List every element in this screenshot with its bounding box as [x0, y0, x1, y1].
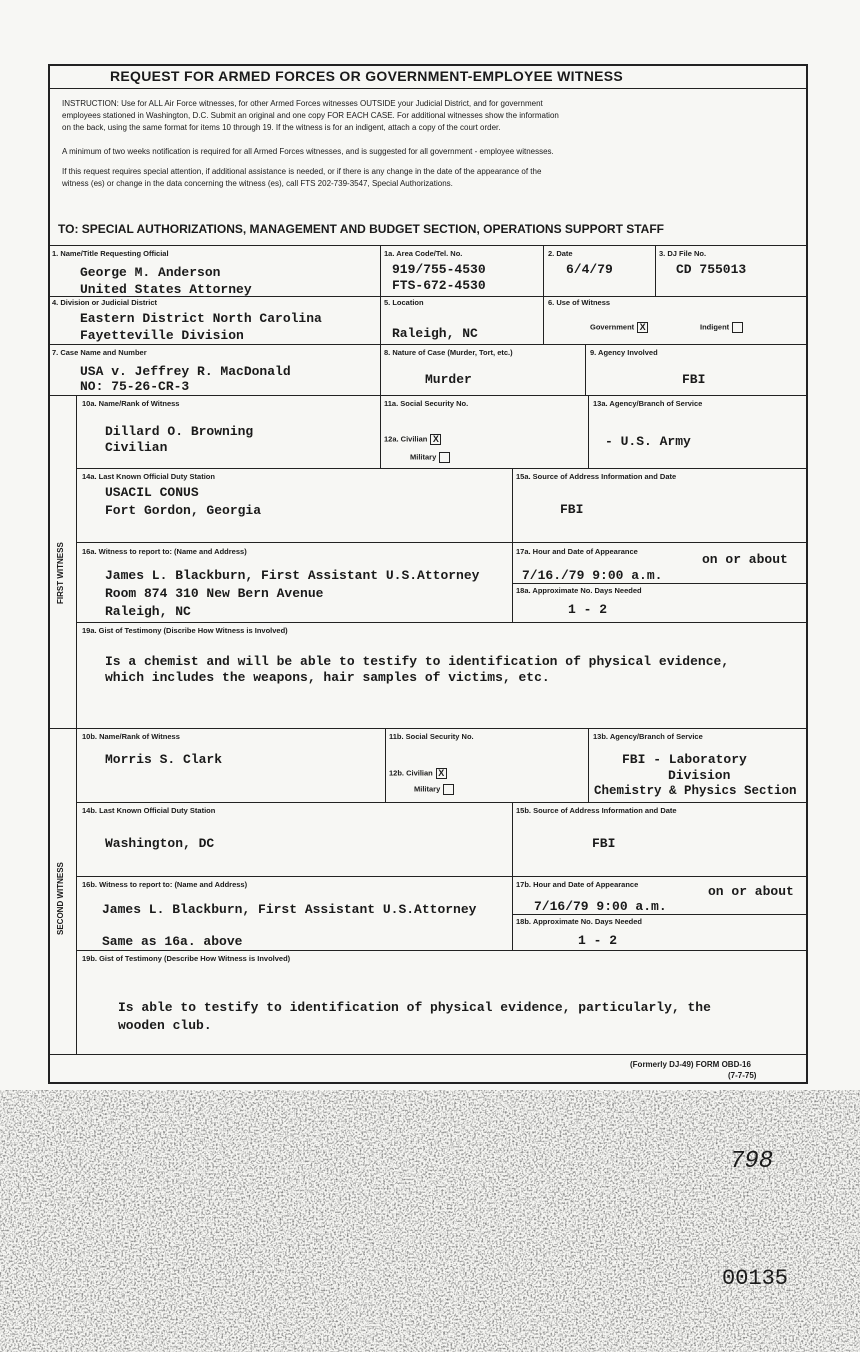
w2-branch-3: Chemistry & Physics Section	[594, 784, 797, 798]
w1-name: Dillard O. Browning	[105, 424, 254, 439]
divider	[76, 728, 77, 1054]
label-w1-report-to: 16a. Witness to report to: (Name and Address)	[82, 547, 247, 556]
label-agency: 9. Agency Involved	[590, 348, 658, 357]
case-number: NO: 75-26-CR-3	[80, 379, 190, 394]
first-witness-side-label: FIRST WITNESS	[56, 542, 65, 604]
label-dj-file: 3. DJ File No.	[659, 249, 707, 258]
divider	[76, 468, 808, 469]
use-government: Government X	[590, 322, 648, 333]
photocopy-noise	[0, 1090, 860, 1352]
w1-days: 1 - 2	[568, 602, 608, 617]
phone-number: 919/755-4530	[392, 262, 486, 277]
w1-report-to-2: Room 874 310 New Bern Avenue	[105, 586, 324, 601]
instruction-line: INSTRUCTION: Use for ALL Air Force witnesses, for other Armed Forces witnesses OUTSIDE your Judicial District, and for government	[62, 99, 543, 108]
case-name: USA v. Jeffrey R. MacDonald	[80, 364, 291, 379]
location: Raleigh, NC	[392, 326, 478, 341]
form-revision-date: (7-7-75)	[728, 1071, 757, 1080]
label-w2-days: 18b. Approximate No. Days Needed	[516, 917, 643, 926]
form-title: REQUEST FOR ARMED FORCES OR GOVERNMENT-EMPLOYEE WITNESS	[110, 68, 624, 84]
label-location: 5. Location	[384, 298, 424, 307]
instruction-line: witness (es) or change in the data concerning the witness (es), call FTS 202-739-3547, Special Authorizations.	[62, 179, 453, 188]
divider	[48, 395, 808, 396]
label-w1-name: 10a. Name/Rank of Witness	[82, 399, 180, 408]
label-w2-ssn: 11b. Social Security No.	[389, 732, 474, 741]
label-division: 4. Division or Judicial District	[52, 298, 158, 307]
label-w2-gist: 19b. Gist of Testimony (Describe How Witness is Involved)	[82, 954, 291, 963]
w2-appearance-note: on or about	[708, 884, 794, 899]
fts-number: FTS-672-4530	[392, 278, 486, 293]
w2-branch-1: FBI - Laboratory	[622, 752, 747, 767]
divider	[76, 950, 808, 951]
w2-civilian-checkbox[interactable]: X	[436, 768, 447, 779]
w2-gist-2: wooden club.	[118, 1018, 212, 1033]
w1-civilian: 12a. Civilian X	[384, 434, 441, 445]
label-w2-appearance: 17b. Hour and Date of Appearance	[516, 880, 639, 889]
label-w1-branch: 13a. Agency/Branch of Service	[593, 399, 703, 408]
form-number: (Formerly DJ-49) FORM OBD-16	[630, 1060, 751, 1069]
second-witness-side-label: SECOND WITNESS	[56, 862, 65, 935]
w1-gist-2: which includes the weapons, hair samples of victims, etc.	[105, 670, 550, 685]
divider	[512, 468, 513, 622]
w2-branch-2: Division	[668, 768, 731, 783]
w1-gist-1: Is a chemist and will be able to testify to identification of physical evidence,	[105, 654, 730, 669]
divider	[385, 728, 386, 802]
divider	[76, 802, 808, 803]
w1-report-to-1: James L. Blackburn, First Assistant U.S.Attorney	[105, 568, 480, 583]
division: Fayetteville Division	[80, 328, 244, 343]
w1-station-2: Fort Gordon, Georgia	[105, 503, 262, 518]
label-w1-appearance: 17a. Hour and Date of Appearance	[516, 547, 638, 556]
divider	[588, 395, 589, 468]
w1-station-1: USACIL CONUS	[105, 485, 199, 500]
w1-military-checkbox[interactable]	[439, 452, 450, 463]
divider	[512, 914, 808, 915]
divider	[48, 88, 808, 89]
label-w1-days: 18a. Approximate No. Days Needed	[516, 586, 642, 595]
w1-appearance: 7/16./79 9:00 a.m.	[522, 568, 663, 583]
label-w2-station: 14b. Last Known Official Duty Station	[82, 806, 216, 815]
divider	[655, 245, 656, 296]
divider	[380, 395, 381, 468]
w1-source: FBI	[560, 502, 584, 517]
handwritten-page-number: 798	[730, 1148, 774, 1175]
indigent-checkbox[interactable]	[732, 322, 743, 333]
instruction-line: A minimum of two weeks notification is required for all Armed Forces witnesses, and is suggested for all government - employee witnesses.	[62, 147, 554, 156]
label-w1-ssn: 11a. Social Security No.	[384, 399, 469, 408]
divider	[76, 876, 808, 877]
w2-report-to-1: James L. Blackburn, First Assistant U.S.Attorney	[102, 902, 477, 917]
divider	[76, 622, 808, 623]
divider	[543, 245, 544, 345]
label-w2-source: 15b. Source of Address Information and Date	[516, 806, 677, 815]
label-requesting-official: 1. Name/Title Requesting Official	[52, 249, 169, 258]
divider	[48, 245, 808, 246]
district: Eastern District North Carolina	[80, 311, 322, 326]
w2-days: 1 - 2	[578, 933, 618, 948]
w2-civilian: 12b. Civilian X	[389, 768, 447, 779]
w2-station: Washington, DC	[105, 836, 215, 851]
label-phone: 1a. Area Code/Tel. No.	[384, 249, 463, 258]
bates-stamp: 00135	[722, 1266, 789, 1291]
w2-military-checkbox[interactable]	[443, 784, 454, 795]
label-case: 7. Case Name and Number	[52, 348, 147, 357]
dj-file-number: CD 755013	[676, 262, 747, 277]
w1-appearance-note: on or about	[702, 552, 788, 567]
w1-civilian-checkbox[interactable]: X	[430, 434, 441, 445]
w2-report-to-2: Same as 16a. above	[102, 934, 243, 949]
divider	[588, 728, 589, 802]
requesting-official-title: United States Attorney	[80, 282, 252, 297]
label-w1-gist: 19a. Gist of Testimony (Discribe How Witness is Involved)	[82, 626, 288, 635]
instruction-line: If this request requires special attention, if additional assistance is needed, or if there is any change in the date of the appearance of the	[62, 167, 542, 176]
divider	[48, 344, 808, 345]
agency: FBI	[682, 372, 706, 387]
government-checkbox[interactable]: X	[637, 322, 648, 333]
label-use-of-witness: 6. Use of Witness	[548, 298, 611, 307]
to-line: TO: SPECIAL AUTHORIZATIONS, MANAGEMENT AND BUDGET SECTION, OPERATIONS SUPPORT STAFF	[58, 222, 665, 236]
divider	[76, 542, 808, 543]
w2-name: Morris S. Clark	[105, 752, 223, 767]
w1-branch: - U.S. Army	[605, 434, 691, 449]
w1-rank: Civilian	[105, 440, 168, 455]
divider	[512, 583, 808, 584]
instruction-line: employees stationed in Washington, D.C. Submit an original and one copy FOR EACH CASE. For additional witnesses show the information	[62, 111, 559, 120]
w1-military: Military	[410, 452, 450, 463]
use-indigent: Indigent	[700, 322, 743, 333]
label-date: 2. Date	[548, 249, 573, 258]
request-date: 6/4/79	[566, 262, 613, 277]
divider	[76, 395, 77, 728]
label-w1-source: 15a. Source of Address Information and Date	[516, 472, 677, 481]
requesting-official-name: George M. Anderson	[80, 265, 221, 280]
label-nature-of-case: 8. Nature of Case (Murder, Tort, etc.)	[384, 348, 513, 357]
w2-gist-1: Is able to testify to identification of physical evidence, particularly, the	[118, 1000, 711, 1015]
w2-appearance: 7/16/79 9:00 a.m.	[534, 899, 667, 914]
instruction-line: on the back, using the same format for items 10 through 19. If the witness is for an indigent, attach a copy of the court order.	[62, 123, 501, 132]
divider	[48, 728, 808, 729]
label-w1-station: 14a. Last Known Official Duty Station	[82, 472, 215, 481]
label-w2-name: 10b. Name/Rank of Witness	[82, 732, 180, 741]
label-w2-report-to: 16b. Witness to report to: (Name and Address)	[82, 880, 248, 889]
divider	[48, 1054, 808, 1055]
divider	[585, 345, 586, 395]
label-w2-branch: 13b. Agency/Branch of Service	[593, 732, 703, 741]
w2-military: Military	[414, 784, 454, 795]
w2-source: FBI	[592, 836, 616, 851]
nature-of-case: Murder	[425, 372, 472, 387]
divider	[512, 802, 513, 950]
w1-report-to-3: Raleigh, NC	[105, 604, 191, 619]
divider	[380, 245, 381, 395]
